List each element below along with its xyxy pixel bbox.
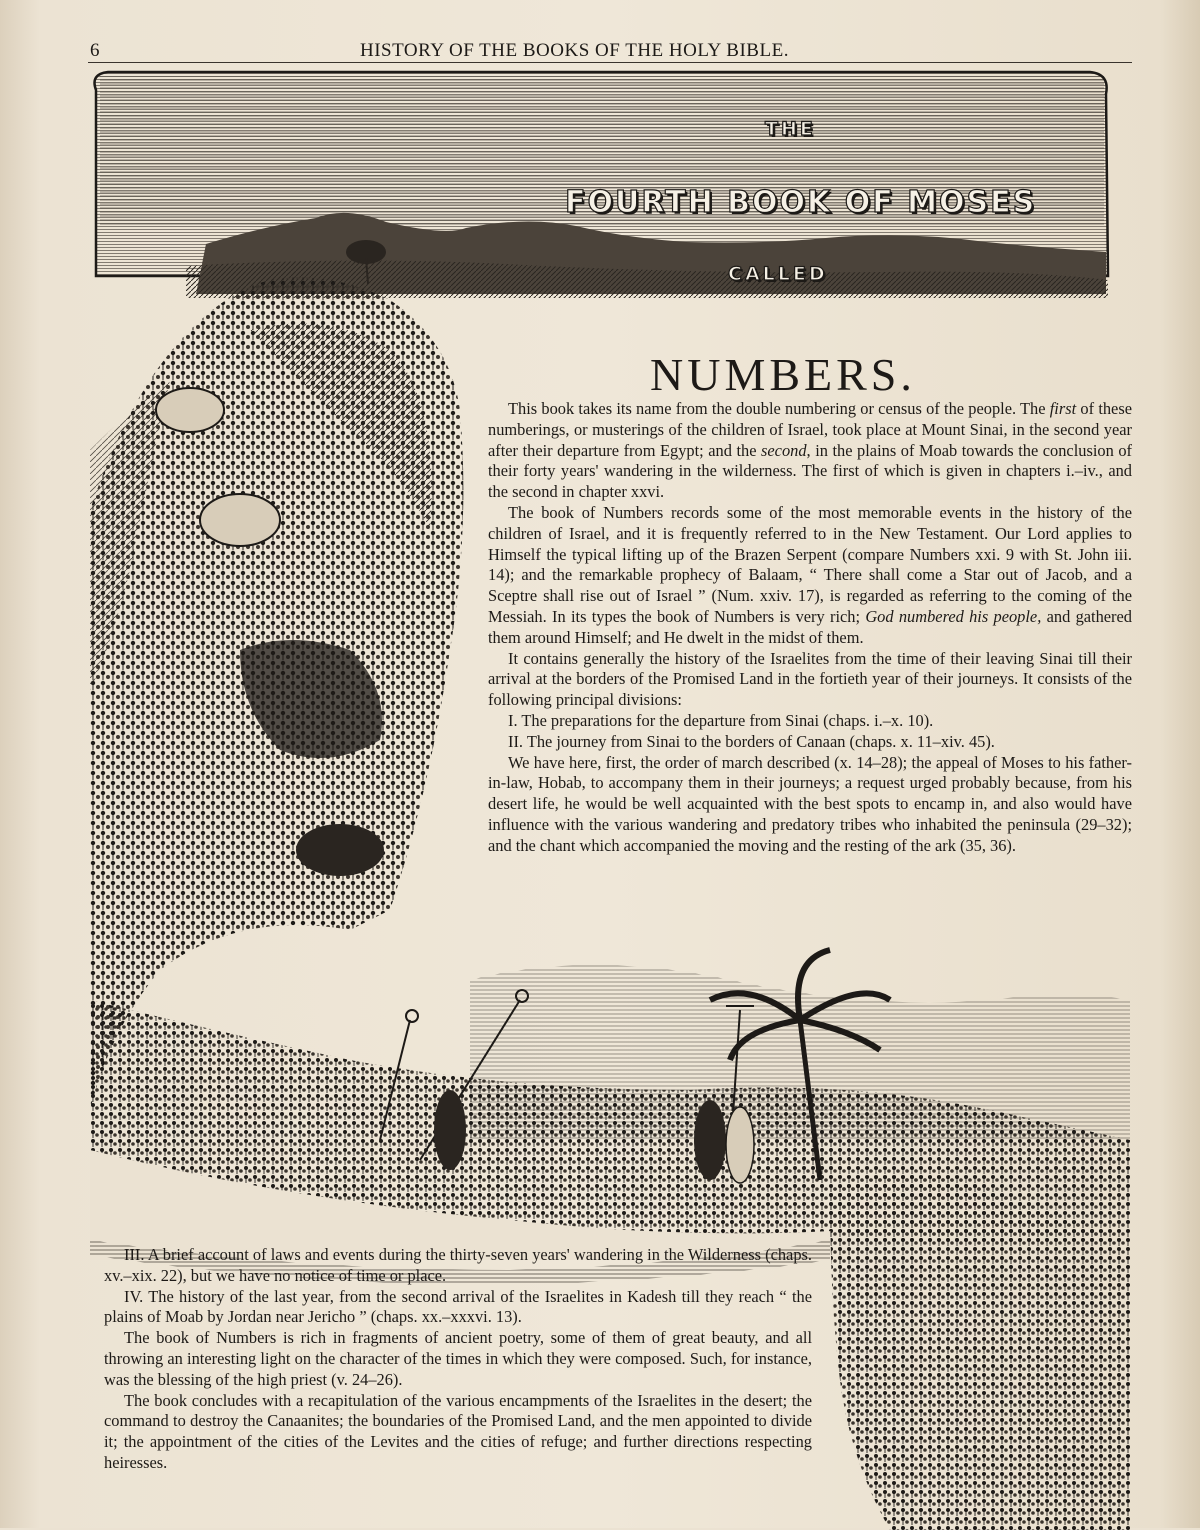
paragraph: This book takes its name from the double numbering or census of the people. The first of these numberings, or musterings of the children of Israel, took place at Mount Sinai, in the second year after their departure from Egypt; and the second, in the plains of Moab towards the conclusion of their forty years' wandering in the wilderness. The first of which is given in chapters i.–iv., and the second in chapter xxvi. xyxy=(488,399,1132,502)
book-title: NUMBERS. xyxy=(650,349,916,400)
running-title: HISTORY OF THE BOOKS OF THE HOLY BIBLE. xyxy=(360,40,789,61)
banner-fourth-book: FOURTH BOOK OF MOSES xyxy=(565,185,1037,220)
division-item: III. A brief account of laws and events during the thirty-seven years' wandering in the Wilderness (chaps. xv.–xix. 22), but we have no notice of time or place. xyxy=(104,1245,812,1285)
division-item: IV. The history of the last year, from the second arrival of the Israelites in Kadesh till they reach “ the plains of Moab by Jordan near Jericho ” (chaps. xx.–xxxvi. 13). xyxy=(104,1286,812,1327)
division-item: I. The preparations for the departure from Sinai (chaps. i.–x. 10). xyxy=(508,710,934,730)
page-number: 6 xyxy=(90,40,100,61)
paragraph: The book of Numbers is rich in fragments of ancient poetry, some of them of great beauty, and all throwing an interesting light on the character of the times in which they were composed. Such, for instance, was the blessing of the high priest (v. 24–26). xyxy=(104,1328,812,1389)
banner-the: THE xyxy=(765,118,816,140)
paragraph: The book of Numbers records some of the most memorable events in the history of the children of Israel, and it is frequently referred to in the New Testament. Our Lord applies to Himself the typical lifting up of the Brazen Serpent (compare Numbers xxi. 9 with St. John iii. 14); and the remarkable prophecy of Balaam, “ There shall come a Star out of Jacob, and a Sceptre shall rise out of Israel ” (Num. xxiv. 17), is regarded as referring to the coming of the Messiah. In its types the book of Numbers is very rich; God numbered his people, and gathered them around Himself; and He dwelt in the midst of them. xyxy=(488,502,1132,647)
paragraph: The book concludes with a recapitulation of the various encampments of the Israelites in the desert; the command to destroy the Canaanites; the boundaries of the Promised Land, and the men appointed to divide it; the appointment of the cities of the Levites and the cities of refuge; and further directions respecting heiresses. xyxy=(104,1390,812,1472)
closing-text xyxy=(104,1245,812,1474)
paragraph: It contains generally the history of the Israelites from the time of their leaving Sinai till their arrival at the borders of the Promised Land in the fortieth year of their journeys. It consists of the following principal divisions: xyxy=(488,648,1132,710)
banner-called: CALLED xyxy=(728,263,828,285)
intro-text xyxy=(488,399,1132,857)
paragraph: We have here, first, the order of march described (x. 14–28); the appeal of Moses to his father-in-law, Hobab, to accompany them in their journeys; a request urged probably because, from his desert life, he would be well acquainted with the best spots to encamp in, and also would have influence with the various wandering and predatory tribes who inhabited the peninsula (29–32); and the chant which accompanied the moving and the resting of the ark (35, 36). xyxy=(488,752,1132,855)
header-rule xyxy=(88,62,1132,63)
division-item: II. The journey from Sinai to the borders of Canaan (chaps. x. 11–xiv. 45). xyxy=(508,731,995,751)
